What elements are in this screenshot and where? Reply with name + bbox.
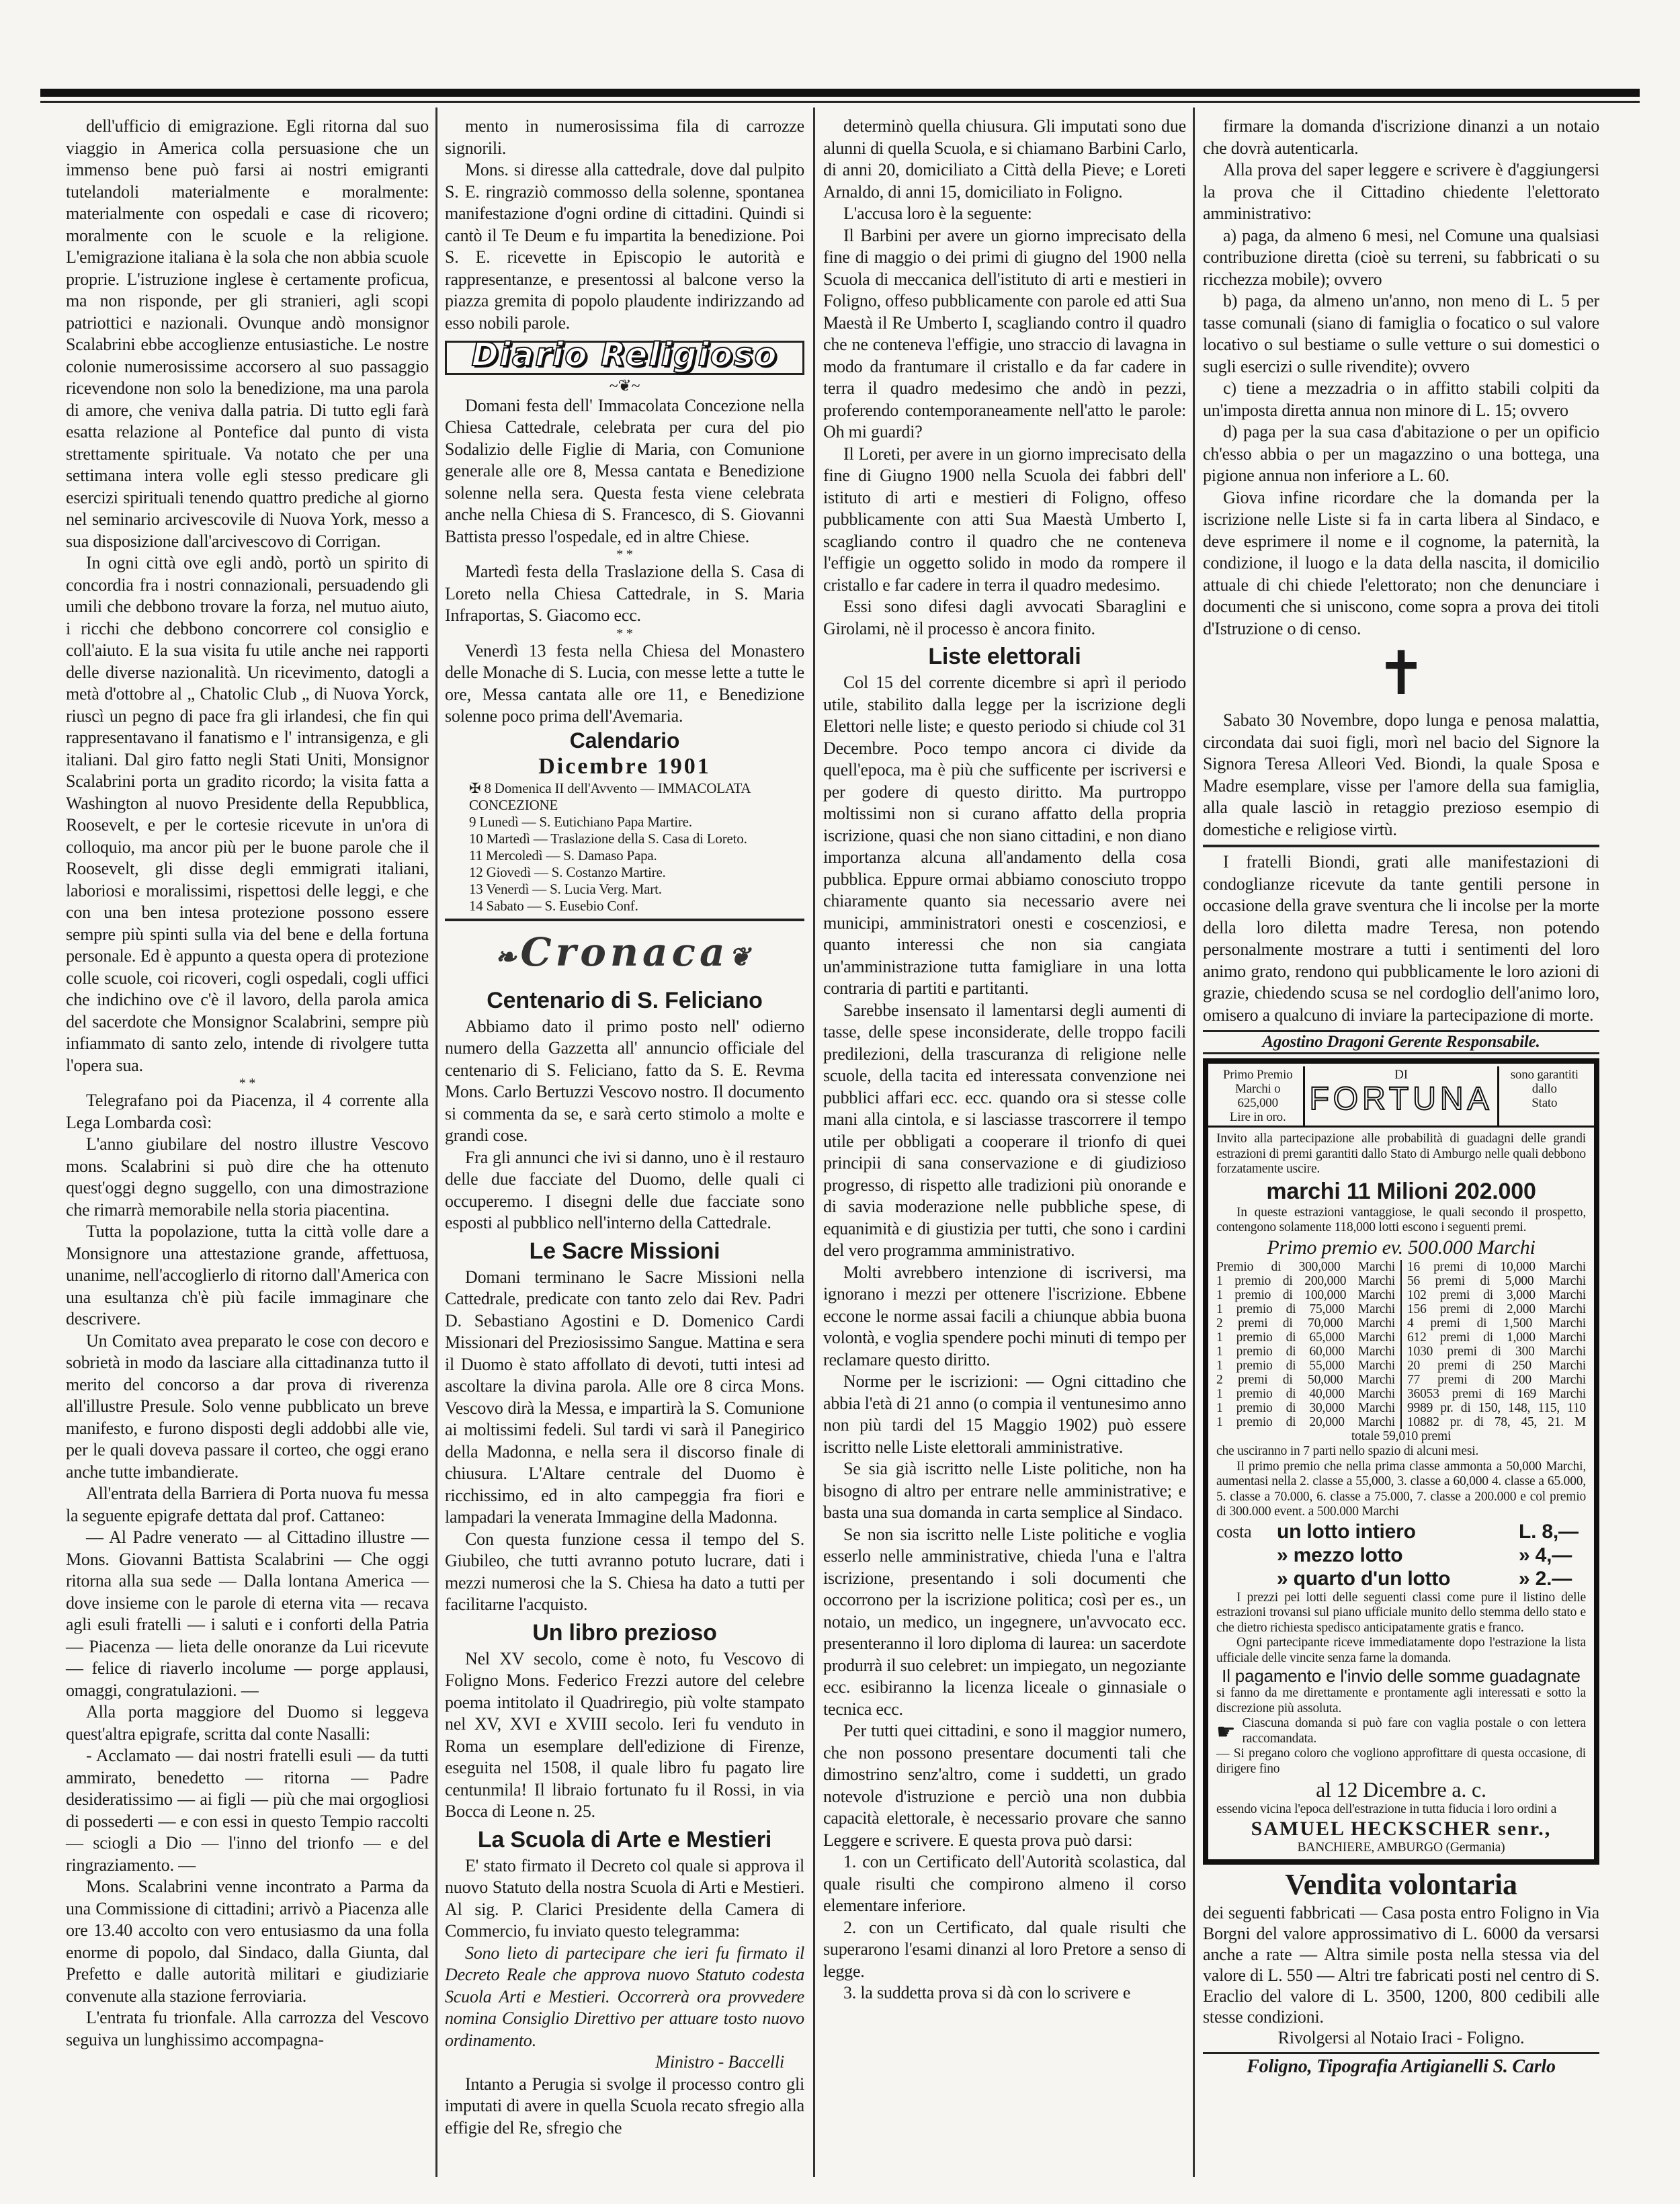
signature: Ministro - Baccelli [655,2052,784,2072]
prize-row: 1 premio di 20,000 Marchi [1216,1414,1395,1429]
ad-payment-heading: Il pagamento e l'invio delle somme guadagnate [1222,1666,1581,1686]
paragraph: Domani festa dell' Immacolata Concezione nella Chiesa Cattedrale, celebrata per cura del pio Sodalizio delle Figlie di Maria, con Comunione generale alle ore 8, Messa cantata e Benedizione solenne nella sera. Questa festa viene celebrata anche nella Chiesa di S. Francesco, di S. Giovanni Battista presso l'ospedale, ed in altre Chiese. [445,395,804,546]
leaf-icon: ❧ [495,941,521,972]
column-divider [1193,108,1195,2177]
paragraph: Con questa funzione cessa il tempo del S. Giubileo, che tutti avranno potuto lucrare, dati i mezzi numerosi che la S. Chiesa ha dato a tutti per facilitarne l'acquisto. [445,1529,804,1614]
prize-row: 1030 premi di 300 Marchi [1407,1344,1586,1359]
ad-header-right-line: sono garantiti [1510,1068,1579,1082]
ad-prizes-right [1402,1260,1586,1429]
price-value: L. 8,— [1519,1520,1579,1543]
paragraph: Telegrafano poi da Piacenza, il 4 corrente alla Lega Lombarda così: [66,1091,429,1132]
ad-di: DI [1394,1068,1408,1082]
ad-paragraph: In queste estrazioni vantaggiose, le quali secondo il prospetto, contengono solamente 118,000 lotti escono i seguenti premi. [1216,1205,1586,1234]
paragraph: Molti avrebbero intenzione di iscriversi, ma ignorano i mezzi per ottenere l'iscrizione. Ebbene eccone le norme assai facili a chiunque abbia buona volontà, e voglia spendere pochi minuti di tempo per reclamare questo diritto. [823,1262,1186,1369]
calendar-entry: 9 Lunedì — S. Eutichiano Papa Martire. [469,813,692,830]
prize-row: 2 premi di 50,000 Marchi [1216,1372,1395,1387]
ad-header-left-line: 625,000 [1237,1096,1278,1110]
section-rule [445,919,804,921]
paragraph: determinò quella chiusura. Gli imputati sono due alunni di quella Scuola, e si chiamano Barbini Carlo, di anni 20, domiciliato a Città della Pieve; e Loreti Arnaldo, di anni 15, domiciliato in Foligno. [823,116,1186,202]
prize-row: 1 premio di 100,000 Marchi [1216,1287,1395,1302]
price-list [1216,1520,1586,1591]
section-rule [1203,845,1599,847]
paragraph: b) paga, da almeno un'anno, non meno di L. 5 per tasse comunali (siano di famiglia o focatico o sul valore locativo o sul bestiame o sulle vetture o sui domestici o sugli esercizi o sulle rivendite); ovvero [1203,291,1599,376]
column-2 [445,116,804,2139]
ad-paragraph: — Si pregano coloro che vogliono approfittare di questa occasione, di dirigere fino [1216,1746,1586,1776]
price-label: costa [1216,1521,1252,1541]
calendar-items [445,780,804,915]
obituary [1203,710,1599,841]
ad-banker-name: SAMUEL HECKSCHER senr., [1251,1817,1552,1840]
calendar-entry: 12 Giovedì — S. Costanzo Martire. [469,863,666,880]
prize-row: 1 premio di 30,000 Marchi [1216,1400,1395,1415]
column-divider [435,108,437,2177]
prize-row: 156 premi di 2,000 Marchi [1407,1302,1586,1316]
lottery-advertisement [1203,1058,1599,1865]
prize-row: 1 premio di 40,000 Marchi [1216,1386,1395,1401]
cross-icon: ✝ [1376,641,1427,708]
paragraph: c) tiene a mezzadria o in affitto stabili colpiti da un'imposta diretta annua non minore di L. 15; ovvero [1203,378,1599,420]
section-title: Diario Religioso [471,336,778,374]
paragraph: Alla porta maggiore del Duomo si leggeva quest'altra epigrafe, scritta dal conte Nasalli: [66,1702,429,1744]
paragraph: I fratelli Biondi, grati alle manifestazioni di condoglianze ricevute da tante gentili persone in occasione della grave sventura che li incolse per la morte della loro diletta madre Teresa, non potendo personalmente mostrare a tutti i sentimenti del loro animo grato, rendono qui pubblicamente le loro azioni di grazie, chiedendo scusa se nel cordoglio dell'animo loro, omisero a qualcuno di inviare la partecipazione di morte. [1203,852,1599,1025]
prize-row: 102 premi di 3,000 Marchi [1407,1287,1586,1302]
ad-header-left-line: Lire in oro. [1229,1110,1286,1124]
paragraph: Il Loreti, per avere in un giorno imprecisato della fine di Giugno 1900 nella Scuola dei fabbri dell' istituto di arti e mestieri di Foligno, offeso pubblicamente con atti Sua Maestà Umberto I, scagliando contro il quadro che ne conteneva l'effigie un oggetto solido in modo da rompere il cristallo e far cadere in terra il quadro medesimo. [823,443,1186,595]
price-value: » 4,— [1519,1543,1572,1566]
prize-row: 56 premi di 5,000 Marchi [1407,1273,1586,1288]
ad-parts: che usciranno in 7 parti nello spazio di alcuni mesi. [1216,1444,1479,1458]
article-heading: La Scuola di Arte e Mestieri [477,1826,772,1853]
ad-headline: marchi 11 Milioni 202.000 [1266,1178,1536,1204]
ad-deadline: al 12 Dicembre a. c. [1316,1777,1486,1802]
column-1 [66,116,429,2051]
ad-prizes-left [1216,1260,1402,1429]
paragraph: Sabato 30 Novembre, dopo lunga e penosa malattia, circondata dai suoi figli, morì nel bacio del Signore la Signora Teresa Alleori Ved. Biondi, la quale Sposa e Madre esemplare, visse per l'amore della sua famiglia, alla quale lasciò in retaggio prezioso esempio di domestiche e religiose virtù. [1203,710,1599,839]
paragraph: Norme per le iscrizioni: — Ogni cittadino che abbia l'età di 21 anno (o compia il ventunesimo anno non più tardi del 15 Maggio 1902) può essere iscritto nelle Liste elettorali amministrative. [823,1371,1186,1457]
article-heading: Centenario di S. Feliciano [487,987,763,1013]
cronaca-header [445,925,804,984]
paragraph: - Acclamato — dai nostri fratelli esuli — da tutti ammirato, benedetto — ritorna — Padre desideratissimo — ai figli — più che mai orgogliosi di possederti — e con essi in questo Tempio raccolti — sciogli a Dio — l'inno del trionfo — e del ringraziamento. — [66,1746,429,1875]
ad-top-right [1499,1066,1590,1126]
paragraph: Col 15 del corrente dicembre si aprì il periodo utile, stabilito dalla legge per la iscrizione degli Elettori nelle liste; e questo periodo si chiude col 31 Decembre. Poco tempo ancora ci divide da quell'epoca, ma è più che sufficente per iscriversi e per godere di questo diritto. Ma purtroppo moltissimi non si curano affatto della propria iscrizione, quasi che non siano cittadini, e non diano importanza alcuna all'andamento della cosa pubblica. Eppure ormai abbiamo conosciuto troppo chiaramente quanto sia necessario avere nei municipi, amministratori onesti e coscenziosi, e quanto interessi che non sia cangiata un'amministrazione tutta famigliare in una lotta contraria di partiti e partitanti. [823,673,1186,998]
paragraph: Nel XV secolo, come è noto, fu Vescovo di Foligno Mons. Federico Frezzi autore del celebre poema intitolato il Quadriregio, più volte stampato nel XV, XVI e XVIII secolo. Ieri fu venduto in Roma un esemplare dell'edizione di Firenze, eseguita nel 1508, il quale libro fu pagato lire centunmila! Il libraio fortunato fu il Rossi, in via Bocca di Leone n. 25. [445,1648,804,1821]
paragraph: Alla prova del saper leggere e scrivere è d'aggiungersi la prova che il Cittadino chiedente l'elettorato amministrativo: [1203,160,1599,223]
article-liste-continuation [1203,116,1599,640]
gerente-signature: Agostino Dragoni Gerente Responsabile. [1203,1030,1599,1054]
paragraph: Essi sono difesi dagli avvocati Sbaraglini e Girolami, nè il processo è ancora finito. [823,597,1186,638]
ad-header-left-line: Marchi o [1234,1082,1281,1096]
prize-row: 612 premi di 1,000 Marchi [1407,1330,1586,1345]
ad-paragraph: si fanno da me direttamente e prontamente agli interessati e sotto la discrezione più assoluta. [1216,1686,1586,1715]
calendar-entry: 14 Sabato — S. Eusebio Conf. [469,897,638,914]
article-liste-elettorali [823,116,1186,2004]
column-divider [813,108,815,2177]
prize-row: 16 premi di 10,000 Marchi [1407,1259,1586,1274]
pointing-hand-icon: ☛ [1216,1719,1236,1744]
paragraph: Abbiamo dato il primo posto nell' odierno numero della Gazzetta all' annuncio officiale del centenario di S. Feliciano, fatto da S. E. Revma Mons. Carlo Bertuzzi Vescovo nostro. Il documento si commenta da se, e sarà certo stimolo a molte e grandi cose. [445,1016,804,1145]
ad-classes: Il primo premio che nella prima classe ammonta a 50,000 Marchi, aumentasi nella 2. classe a 55,000, 3. classe a 60,000 4. classe a 65.000, 5. classe a 70.000, 6. classe a 75.000, 7. classe a 200.000 e col premio di 300.000 event. a 500.000 Marchi [1216,1459,1586,1519]
diario-religioso-header [445,336,804,375]
ad-top-left [1212,1066,1303,1126]
prize-row: 1 premio di 55,000 Marchi [1216,1358,1395,1373]
paragraph: a) paga, da almeno 6 mesi, nel Comune una qualsiasi contribuzione diretta (cioè su terreni, su fabbricati o su ricchezza mobile); ovvero [1203,225,1599,289]
ad-title-fortuna: FORTUNA [1309,1081,1493,1117]
paragraph: Il Barbini per avere un giorno imprecisato della fine di maggio o dei primi di giugno del 1900 nella Scuola di meccanica dell'istituto di arti e mestieri in Foligno, offeso pubblicamente con parole ed atti Sua Maestà il Re Umberto I, scagliando contro il quadro che ne conteneva l'effigie, uno straccio di lavagna in modo da frantumare il cristallo e da far cadere in terra il quadro medesimo che andò in pezzi, proferendo contemporaneamente nell'atto le parole: Oh mi guardi? [823,225,1186,441]
prize-row: 1 premio di 75,000 Marchi [1216,1302,1395,1316]
ad-paragraph: I prezzi pei lotti delle seguenti classi come pure il listino delle estrazioni trovansi sul piano ufficiale munito dello stemma dello stato e che dietro richiesta spedisco anticipatamente gratis e franco. [1216,1590,1586,1635]
ad-intro: Invito alla partecipazione alle probabilità di guadagni delle grandi estrazioni di premi garantiti dallo Stato di Amburgo nelle quali debbono forzatamente uscire. [1216,1132,1586,1176]
paragraph: 3. la suddetta prova si dà con lo scrivere e [843,1983,1131,2002]
article-heading: Un libro prezioso [532,1619,717,1646]
ad-header-left-line: Primo Premio [1222,1068,1293,1082]
price-value: » 2.— [1519,1567,1572,1590]
paragraph: dell'ufficio di emigrazione. Egli ritorna dal suo viaggio in America colla persuasione che un immenso bene può farsi ai nostri emigranti tutelandoli materialmente e moralmente: materialmente con ospedali e case di ricovero; moralmente con le scuole e la religione. L'emigrazione italiana è la sola che non abbia scuole proprie. L'istruzione inglese è certamente proficua, ma non risponde, per gli stranieri, agli scopi patriottici e nazionali. Ovunque andò monsignor Scalabrini ebbe accoglienze entusiastiche. Le nostre colonie numerosissime accorsero al suo passaggio ricevendone non solo la benedizione, ma una parola di amore, che veniva dalla patria. Di tutto egli farà esatta relazione al Pontefice dal punto di vista strettamente spirituale. Va notato che per una settimana intera volle egli stesso predicare gli esercizi spirituali tenendo quattro prediche al giorno nel seminario arcivescovile di Nuova York, messo a sua disposizione dall'arcivescovo di Corrigan. [66,116,429,551]
paragraph: Se non sia iscritto nelle Liste politiche e voglia esserlo nelle amministrative, chieda l'una e l'altra iscrizione, presentando i soli documenti che occorrono per la iscrizione politica; così per es., un notaio, un medico, un ingegnere, un'avvocato ecc. presenteranno il loro diploma di laurea: un sacerdote produrrà il suo celebret: un impiegato, un negoziante ecc. esibiranno la licenza liceale o ginnasiale o tecnica ecc. [823,1524,1186,1719]
calendar-entry: 10 Martedì — Traslazione della S. Casa di Loreto. [469,830,747,847]
paragraph: — Al Padre venerato — al Cittadino illustre — Mons. Giovanni Battista Scalabrini — Che oggi ritorna alla sua sede — Dalla lontana America — dove insieme con le parole di eterna vita — recava agli esuli fratelli — i saluti e i conforti della Patria — Piacenza — lieta delle onoranze da Lui ricevute — felice di riaverlo incolume — porge applausi, omaggi, congratulazioni. — [66,1527,429,1700]
top-rule [40,89,1640,97]
article-scalabrini [66,116,429,2051]
paragraph: 1. con un Certificato dell'Autorità scolastica, dal quale risulti che compirono almeno il corso elementare inferiore. [823,1852,1186,1915]
paragraph: L'entrata fu trionfale. Alla carrozza del Vescovo seguiva un lunghissimo accompagna- [66,2008,429,2049]
prize-row: 1 premio di 200,000 Marchi [1216,1273,1395,1288]
ad-header-middle [1303,1066,1499,1126]
price-item: un lotto intiero [1277,1520,1416,1543]
paragraph: E' stato firmato il Decreto col quale si approva il nuovo Statuto della nostra Scuola di Arti e Mestieri. Al sig. P. Clarici Presidente della Camera di Commercio, fu inviato questo telegramma: [445,1855,804,1941]
cronaca [445,986,804,2139]
ornament-icon: ~❦~ [609,377,640,395]
article-heading: Liste elettorali [928,644,1081,669]
article-heading: Le Sacre Missioni [529,1238,720,1264]
paragraph: Venerdì 13 festa nella Chiesa del Monastero delle Monache di S. Lucia, con messe lette a tutte le ore, Messa cantata alle ore 11, e Benedizione solenne poco prima dell'Avemaria. [445,640,804,726]
telegram-text: Sono lieto di partecipare che ieri fu firmato il Decreto Reale che approva nuovo Statuto codesta Scuola Arti e Mestieri. Occorrerà ora provvedere nomina Consiglio Direttivo per attuare tosto nuovo ordinamento. [445,1943,804,2050]
prize-row: 77 premi di 200 Marchi [1407,1372,1586,1387]
ad-total: totale 59,010 premi [1351,1429,1452,1443]
paragraph: In ogni città ove egli andò, portò un spirito di concordia fra i nostri connazionali, persuadendo gli umili che debbono trovare la forza, nel mutuo aiuto, i ricchi che debbono concorrere col consiglio e coll'aiuto. E la sua visita fu utile anche nei rapporti delle diverse nazionalità. Un ricevimento, datogli a metà d'ottobre al „ Chatolic Club „ di Nuova Yorck, riuscì un pegno di pace fra gli irlandesi, che fin qui rappresentavano il fanatismo e l' intransigenza, e gli italiani. Dal giro fatto negli Stati Uniti, Monsignor Scalabrini porta un gradito ricordo; la visita fatta a Washington al nuovo Presidente della Repubblica, Roosevelt, e per le cortesie ricevute in un'ora di colloquio, ma ancor più per le buone parole che il Roosevelt, gli disse degli emmigrati italiani, laboriosi e moralissimi, rispettosi delle leggi, e che con una ben intesa protezione possono essere sempre più spinti sulla via del bene e della fortuna personale. Ed è appunto a questa opera di protezione colle scuole, coi ricoveri, cogli ospedali, cogli uffici che indichino ove c'è il lavoro, della parola amica del sacerdote che Monsignor Scalabrini, sempre più infiammato di santo zelo, intende di rivolgere tutta l'opera sua. [66,553,429,1075]
paragraph: Tutta la popolazione, tutta la città volle dare a Monsignore una attestazione grande, affettuosa, unanime, nell'accoglierlo di ritorno dall'America con una esultanza ch'è più facile immaginare che descrivere. [66,1222,429,1328]
paragraph: Giova infine ricordare che la domanda per la iscrizione nelle Liste si fa in carta libera al Sindaco, e deve esprimere il nome e il cognome, la paternità, la condizione, il luogo e la data della nascita, il domicilio attuale di chi chiede l'elettorato; non che denunciare i documenti che si uniscono, come sopra a prova dei titoli d'Istruzione o di censo. [1203,487,1599,638]
prize-row: 20 premi di 250 Marchi [1407,1358,1586,1373]
ad-header-right-line: Stato [1531,1096,1558,1110]
vendita-contact: Rivolgersi al Notaio Iraci - Foligno. [1277,2028,1525,2047]
thanks-notice [1203,851,1599,1026]
prize-row: 2 premi di 70,000 Marchi [1216,1316,1395,1330]
paragraph: Fra gli annunci che ivi si danno, uno è il restauro delle due facciate del Duomo, delle quali ci occuperemo. I disegni delle due facciate sono esposti al pubblico nell'interno della Cattedrale. [445,1147,804,1232]
paragraph: d) paga per la sua casa d'abitazione o per un opificio ch'esso abbia o per un magazzino o una bottega, una pigione annua non inferiore a L. 60. [1203,422,1599,485]
separator-stars: * * [616,626,633,641]
paragraph: Mons. Scalabrini venne incontrato a Parma da una Commissione di cittadini; arrivò a Piacenza alle ore 13.40 accolto con vero entusiasmo da una folla enorme di popolo, dal Sindaco, dalla Giunta, dal Prefetto e dalle autorità militari e giudiziarie convenute alla stazione ferroviaria. [66,1877,429,2006]
paragraph: Domani terminano le Sacre Missioni nella Cattedrale, predicate con tanto zelo dai Rev. Padri D. Sebastiano Agostini e D. Domenico Cardi Missionari del Preziosissimo Sangue. Mattina e sera il Duomo è stato affollato di devoti, tutti intesi ad ascoltare la divina parola. Alle ore 8 circa Mons. Vescovo dirà la Messa, e impartirà la S. Comunione ai moltissimi fedeli. Sul tardi vi sarà il Panegirico della Madonna, e nella sera il discorso finale di chiusura. L'Altare centrale del Duomo è ricchissimo, ed in alto campeggia fra fiori e lampadari la venerata Immagine della Madonna. [445,1267,804,1527]
ad-paragraph: essendo vicina l'epoca dell'estrazione in tutta fiducia i loro ordini a [1216,1802,1557,1816]
paragraph: Se sia già iscritto nelle Liste politiche, non ha bisogno di altro per entrare nelle amministrative; e basta una sua domanda in carta semplice al Sindaco. [823,1459,1186,1522]
separator-stars: * * [239,1076,256,1091]
prize-row: 1 premio di 65,000 Marchi [1216,1330,1395,1345]
printer-imprint: Foligno, Tipografia Artigianelli S. Carlo [1203,2052,1599,2078]
prize-row: 4 premi di 1,500 Marchi [1407,1316,1586,1330]
paragraph: Mons. si diresse alla cattedrale, dove dal pulpito S. E. ringraziò commosso della solenne, spontanea manifestazione d'ogni ordine di cittadini. Quindi si cantò il Te Deum e fu impartita la benedizione. Poi S. E. ricevette in Episcopio le autorità e rappresentanze, e presentossi al balcone verso la piazza gremita di popolo plaudente indirizzando ad esso nobili parole. [445,160,804,333]
top-rule-thin [40,101,1640,103]
prize-table [1216,1260,1586,1429]
prize-row: 9989 pr. di 150, 148, 115, 110 [1407,1400,1586,1415]
paragraph: Martedì festa della Traslazione della S. Casa di Loreto nella Chiesa Cattedrale, in S. Maria Infraportas, S. Giacomo ecc. [445,562,804,625]
section-title: Cronaca [520,929,729,975]
leaf-icon: ❦ [728,941,755,972]
paragraph: mento in numerosissima fila di carrozze signorili. [445,116,804,158]
calendar [445,728,804,915]
ad-first-prize: Primo premio ev. 500.000 Marchi [1267,1236,1536,1259]
paragraph: Intanto a Perugia si svolge il processo contro gli imputati di avere in quella Scuola recato sfregio alla effigie del Re, sfregio che [445,2074,804,2137]
paragraph: firmare la domanda d'iscrizione dinanzi a un notaio che dovrà autenticarla. [1203,116,1599,158]
prize-row: 36053 premi di 169 Marchi [1407,1386,1586,1401]
price-item: » quarto d'un lotto [1277,1567,1451,1590]
column-4 [1203,116,1599,2078]
calendar-entry: ✠ 8 Domenica II dell'Avvento — IMMACOLATA CONCEZIONE [469,779,751,813]
vendita-text: dei seguenti fabbricati — Casa posta entro Foligno in Via Borgni del valore approssimativo di L. 6000 da versarsi anche a rate — Altra simile posta nella stessa via del valore di L. 550 — Altri tre fabricati posti nel centro di S. Eraclio del valore di L. 3500, 1200, 800 cedibili alle stesse condizioni. [1203,1903,1599,2027]
article-continuation [445,116,804,334]
ad-banker-address: BANCHIERE, AMBURGO (Germania) [1297,1840,1505,1855]
paragraph: L'accusa loro è la seguente: [843,204,1032,223]
ad-header-right-line: dallo [1531,1082,1557,1096]
prize-row: 10882 pr. di 78, 45, 21. M [1407,1414,1586,1429]
paragraph: 2. con un Certificato, dal quale risulti che superarono l'esami dinanzi al loro Pretore a senso di legge. [823,1917,1186,1981]
vendita-title: Vendita volontaria [1285,1868,1517,1901]
calendar-entry: 13 Venerdì — S. Lucia Verg. Mart. [469,880,662,897]
ad-header [1208,1066,1594,1128]
paragraph: Sarebbe insensato il lamentarsi degli aumenti di tasse, delle spese inconsiderate, delle troppo facili predilezioni, della trascuranza di religione nelle scuole, della tacita ed interessata convenzione nei pubblici affari ecc. ecc. quando ora si stesse colle mani alla cintola, e si lasciasse trascorrere il tempo utile per obbligati a cooperare il trionfo di quei principii di sana conservazione e di giudizioso progresso, di rispetto alle tradizioni più onorande e di savia moderazione nelle pubbliche spese, di equanimità e di giustizia per tutti, che sono i cardini del vero programma amministrativo. [823,1000,1186,1260]
prize-row: Premio di 300,000 Marchi [1216,1259,1395,1274]
calendar-title: Calendario [569,728,680,753]
diario-religioso [445,395,804,728]
paragraph: Un Comitato avea preparato le cose con decoro e sobrietà in modo da lasciare alla cittadinanza tutto il merito del concorso a dar prova di riverenza all'illustre Presule. Solo venne pubblicato un breve manifesto, e furono disposti degli addobbi alle vie, per le quali doveva passare il corteo, che oggi erano anche tutte imbandierate. [66,1330,429,1482]
price-item: » mezzo lotto [1277,1543,1403,1566]
paragraph: L'anno giubilare del nostro illustre Vescovo mons. Scalabrini si può dire che ha ottenuto quest'oggi degno suggello, con una dimostrazione che rimarrà memorabile nella storia piacentina. [66,1134,429,1220]
separator-stars: * * [616,547,633,562]
paragraph: All'entrata della Barriera di Porta nuova fu messa la seguente epigrafe dettata dal prof. Cattaneo: [66,1484,429,1525]
prize-row: 1 premio di 60,000 Marchi [1216,1344,1395,1359]
ad-paragraph: Ciascuna domanda si può fare con vaglia postale o con lettera raccomandata. [1242,1716,1586,1746]
calendar-month: Dicembre 1901 [538,753,711,779]
paragraph: Per tutti quei cittadini, e sono il maggior numero, che non possono presentare documenti tali che dimostrino senz'altro, come i suddetti, un grado notevole d'istruzione e perciò una non dubbia capacità elettorale, è necessario provare che sanno Leggere e scrivere. E questa prova può darsi: [823,1721,1186,1850]
column-3 [823,116,1186,2004]
calendar-entry: 11 Mercoledì — S. Damaso Papa. [469,847,657,863]
ad-paragraph: Ogni partecipante riceve immediatamente dopo l'estrazione la lista ufficiale delle vincite senza farne la domanda. [1216,1636,1586,1665]
